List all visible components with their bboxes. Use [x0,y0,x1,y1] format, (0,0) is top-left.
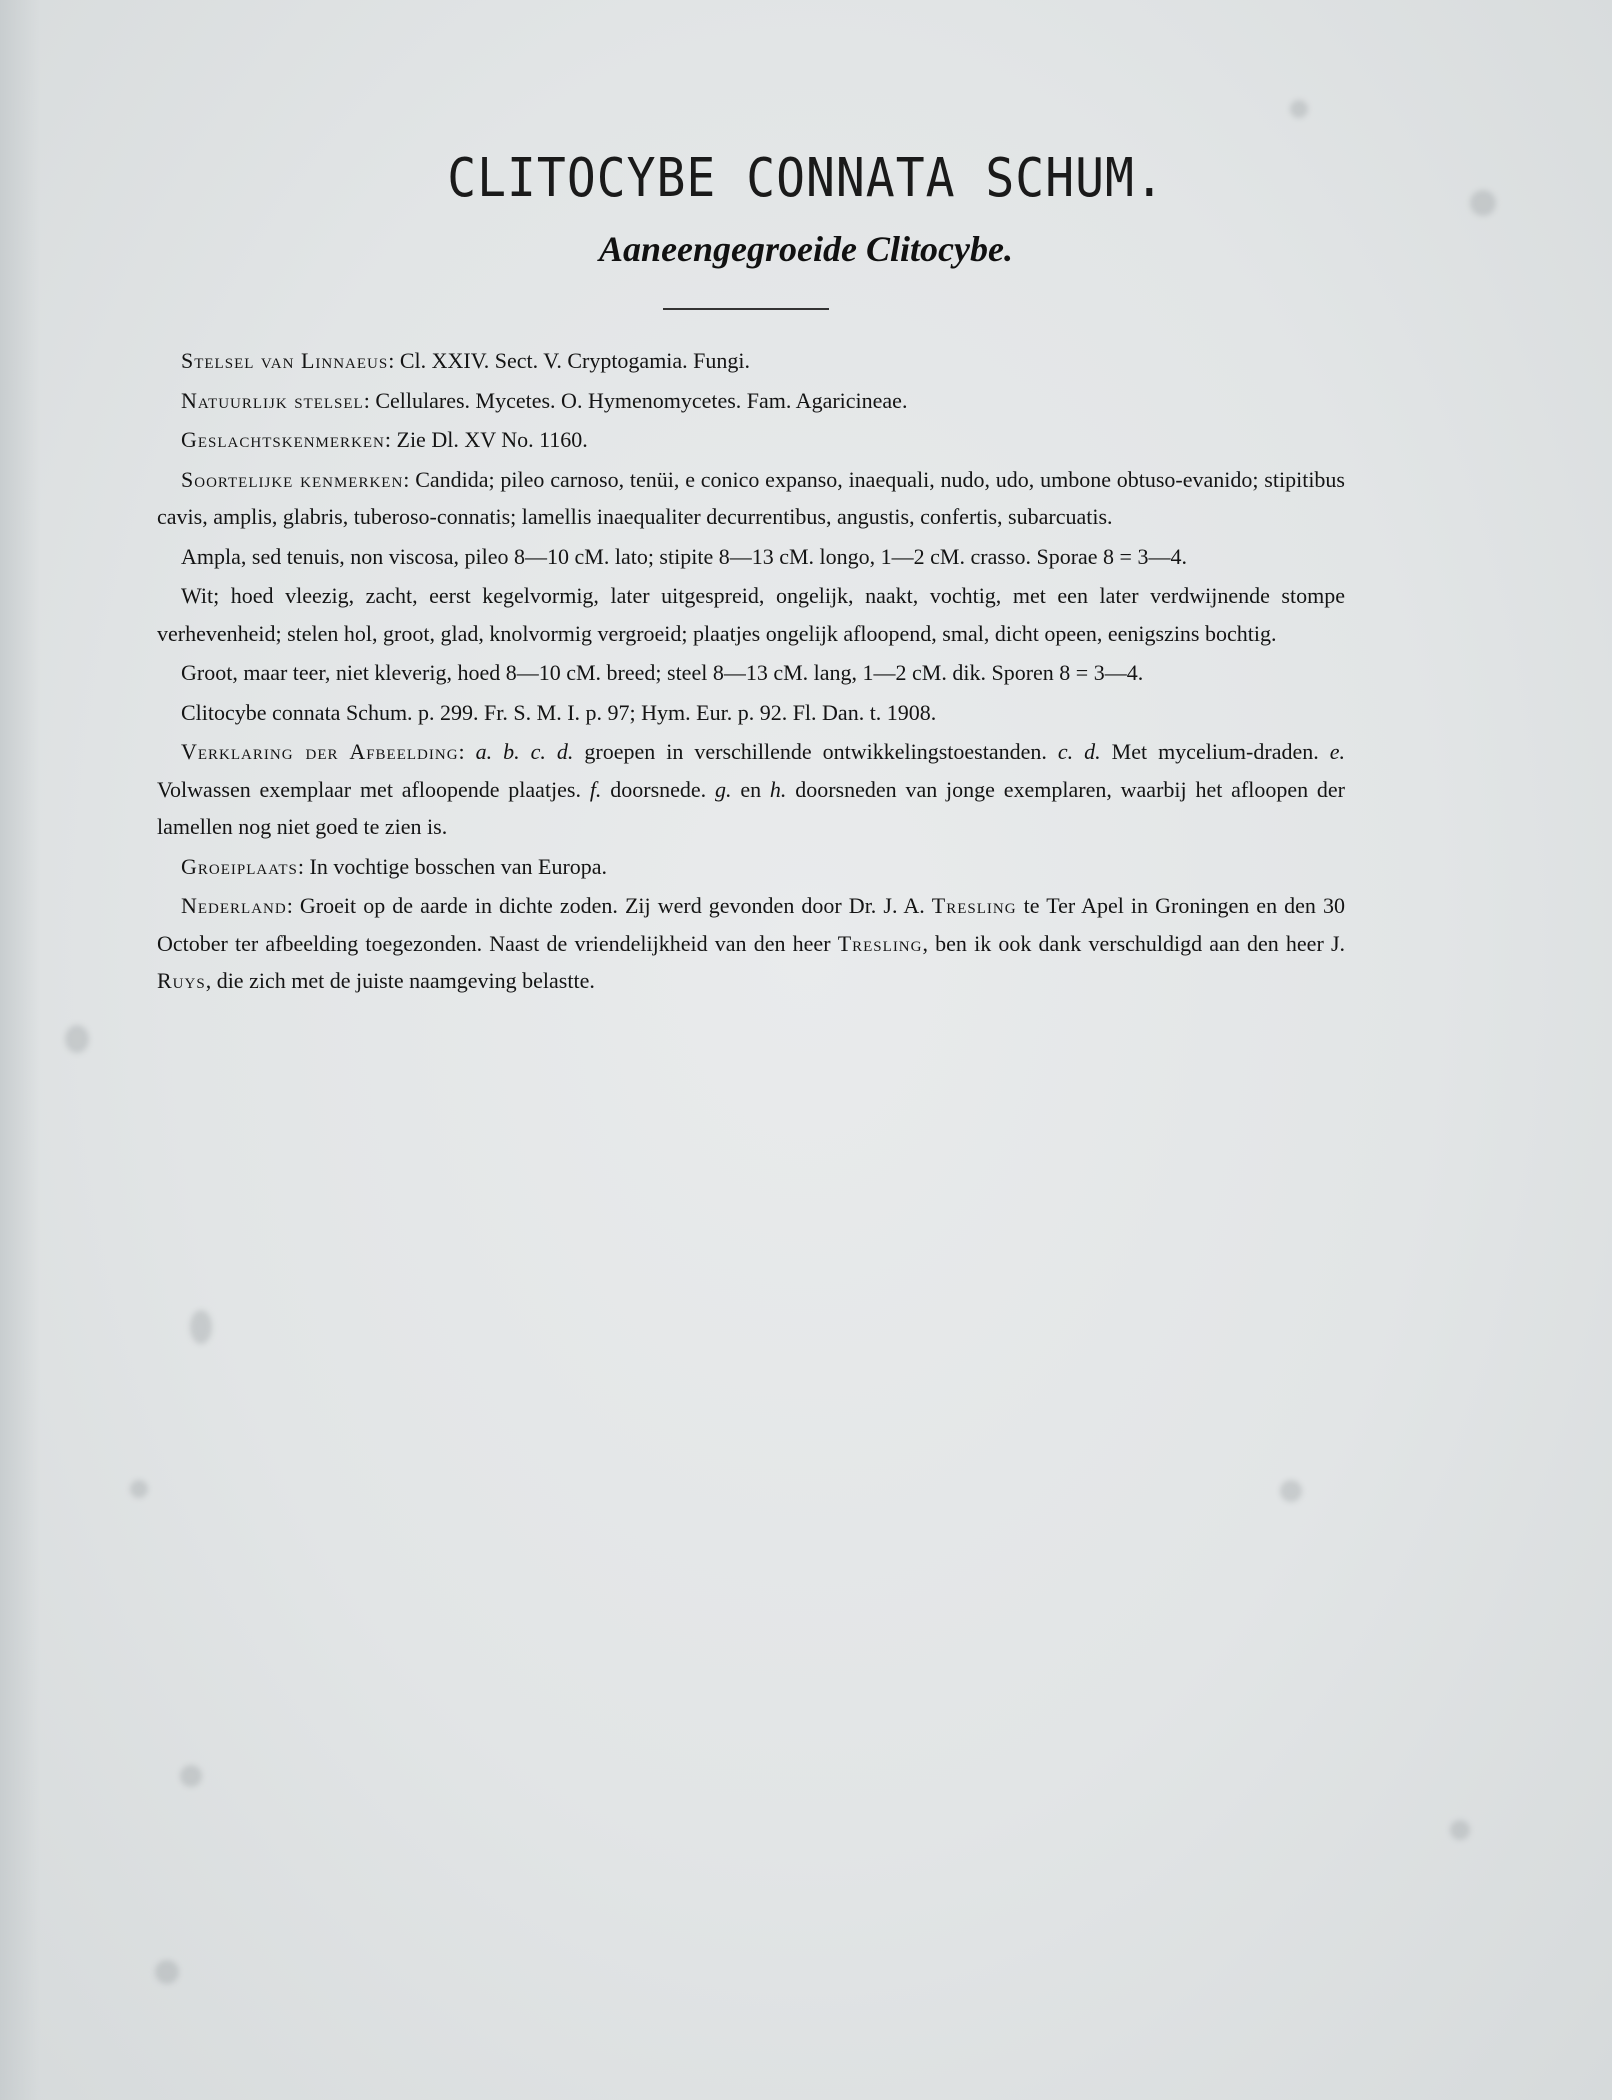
label-geslacht: Geslachtskenmerken [181,427,385,452]
title-divider [663,308,829,310]
paragraph-nederland [157,887,1345,1000]
paper-speck [190,1310,212,1344]
label-natuurlijk: Natuurlijk stelsel [181,387,364,413]
verklaring-text: doorsneden van jonge exemplaren, waarbij het afloopen der lamellen nog niet goed te zien is. [157,776,1346,839]
label-groeiplaats: Groeiplaats [181,853,298,879]
text-groeiplaats: : In vochtige bosschen van Europa. [297,853,608,879]
page-title: CLITOCYBE CONNATA SCHUM. [447,146,1165,210]
nederland-text: : Groeit op de aarde in dichte zoden. Zij werd gevonden door Dr. J. A. [286,893,932,918]
paragraph-wit: Wit; hoed vleezig, zacht, eerst kegelvormig, later uitgespreid, ongelijk, naakt, vochtig, met een later verdwijnende stompe verhevenheid; stelen hol, groot, glad, knolvormig vergroeid; plaatjes ongelijk afloopend, smal, dicht opeen, eenigszins bochtig. [157,583,1345,646]
label-nederland: Nederland [181,893,287,918]
figure-letters: g. [715,776,732,802]
verklaring-text: en [731,776,770,802]
nederland-text: , die zich met de juiste naamgeving belastte. [205,968,595,993]
person-name: Ruys [157,968,206,993]
paragraph-verklaring [157,733,1345,846]
paper-speck [1290,100,1308,118]
nederland-text: te Ter Apel in Groningen en den 30 October ter afbeelding toegezonden. Naast de vriendelijkheid van den heer [157,893,1345,956]
text-soort: : Candida; pileo carnoso, tenüi, e conico expanso, inaequali, nudo, udo, umbone obtuso-evanido; stipitibus cavis, amplis, glabris, tuberoso-connatis; lamellis inaequaliter decurrentibus, angustis, confertis, subarcuatis. [157,466,1345,529]
text-stelsel: : Cl. XXIV. Sect. V. Cryptogamia. Fungi. [388,348,751,373]
person-name: Tresling [931,893,1017,918]
verklaring-text: Volwassen exemplaar met afloopende plaatjes. [157,776,590,802]
verklaring-text: doorsnede. [601,776,715,802]
paragraph-ampla: Ampla, sed tenuis, non viscosa, pileo 8—10 cM. lato; stipite 8—13 cM. longo, 1—2 cM. crasso. Sporae 8 = 3—4. [181,543,1187,569]
paragraph-soort [157,461,1345,536]
description-body [157,342,1345,1002]
figure-letters: e. [1329,739,1345,764]
text-geslacht: : Zie Dl. XV No. 1160. [384,427,588,452]
person-name: Tresling [837,930,923,956]
paragraph-groeiplaats [157,848,1345,886]
paragraph-geslacht [157,421,1345,459]
label-soort: Soortelijke kenmerken [181,466,404,492]
label-stelsel: Stelsel van Linnaeus [181,348,389,373]
paper-speck [1450,1820,1470,1840]
nederland-text: , ben ik ook dank verschuldigd aan den heer J. [922,930,1346,956]
paragraph-stelsel [157,342,1345,380]
paper-speck [130,1480,148,1498]
figure-letters: a. b. c. d. [475,739,574,764]
verklaring-text: : [458,739,476,764]
paper-speck [155,1960,179,1984]
paper-speck [65,1025,89,1053]
paragraph-groot: Groot, maar teer, niet kleverig, hoed 8—10 cM. breed; steel 8—13 cM. lang, 1—2 cM. dik. Sporen 8 = 3—4. [181,660,1144,685]
label-verklaring: Verklaring der Afbeelding [181,739,459,764]
figure-letters: f. [589,776,602,802]
figure-letters: c. d. [1057,739,1101,764]
paper-speck [180,1765,202,1787]
paper-speck [1280,1480,1302,1502]
paragraph-natuurlijk [157,382,1345,420]
page-subtitle: Aaneengegroeide Clitocybe. [599,229,1013,269]
paragraph-literatuur: Clitocybe connata Schum. p. 299. Fr. S. M. I. p. 97; Hym. Eur. p. 92. Fl. Dan. t. 1908. [181,699,937,725]
figure-letters: h. [769,776,787,802]
verklaring-text: groepen in verschillende ontwikkelingstoestanden. [573,739,1058,764]
verklaring-text: Met mycelium-draden. [1100,739,1330,764]
text-natuurlijk: : Cellulares. Mycetes. O. Hymenomycetes. Fam. Agaricineae. [363,387,908,413]
